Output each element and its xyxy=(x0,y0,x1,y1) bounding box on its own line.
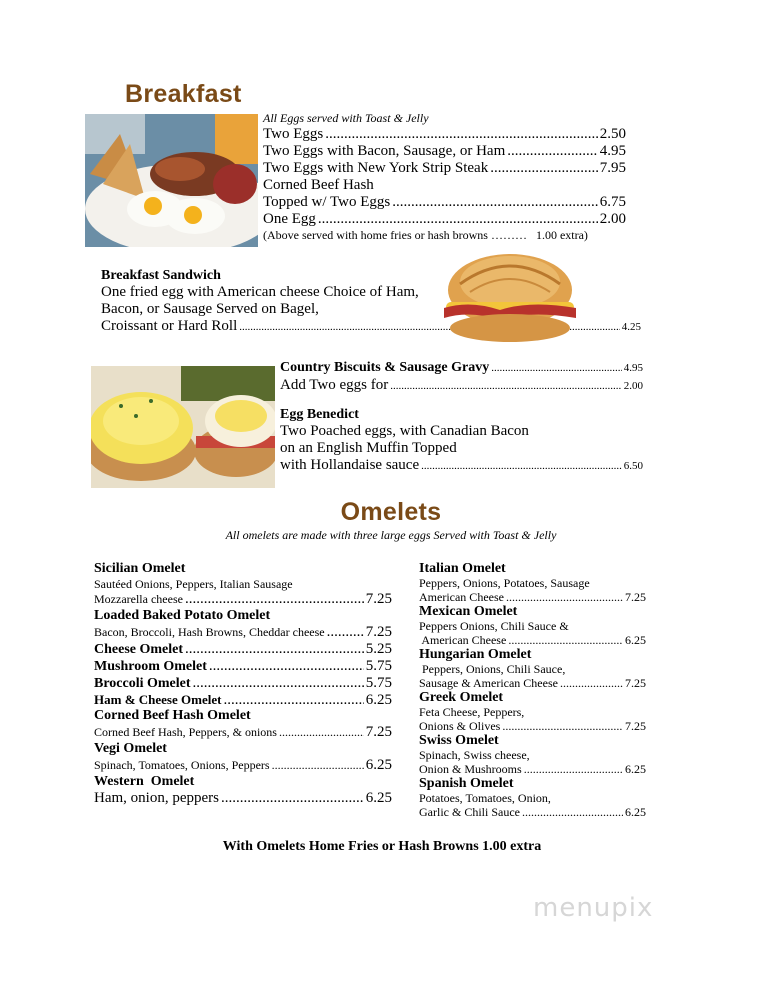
breakfast-footnote: (Above served with home fries or hash browns ……… 1.00 extra) xyxy=(263,228,588,242)
omelet-name: Swiss Omelet xyxy=(419,733,499,748)
omelet-price: 7.25 xyxy=(365,724,392,740)
omelet-price: 6.25 xyxy=(365,692,392,708)
benedict-desc-1: Two Poached eggs, with Canadian Bacon xyxy=(280,423,529,439)
benedict-desc-3: with Hollandaise sauce xyxy=(280,457,420,473)
omelet-name: Vegi Omelet xyxy=(94,741,167,756)
benedict-price: 6.50 xyxy=(623,460,643,472)
omelet-desc: Feta Cheese, Peppers, xyxy=(419,705,525,719)
omelet-price-row xyxy=(94,658,392,675)
omelet-price-row xyxy=(419,762,646,776)
sandwich-price: 4.25 xyxy=(621,321,641,333)
biscuits-title: Country Biscuits & Sausage Gravy xyxy=(280,360,490,375)
omelet-desc: Potatoes, Tomatoes, Onion, xyxy=(419,791,551,805)
item-price: 2.50 xyxy=(599,126,626,142)
eggs-image xyxy=(85,114,258,247)
sandwich-desc-1: One fried egg with American cheese Choice of Ham, xyxy=(101,284,419,300)
omelet-price-row xyxy=(94,641,392,658)
omelet-price: 6.25 xyxy=(625,805,646,819)
omelet-name: Broccoli Omelet xyxy=(94,676,191,691)
sandwich-title: Breakfast Sandwich xyxy=(101,268,221,283)
benedict-desc-2: on an English Muffin Topped xyxy=(280,440,457,456)
benedict-title: Egg Benedict xyxy=(280,407,359,422)
omelet-desc: Spinach, Tomatoes, Onions, Peppers xyxy=(94,758,270,772)
item-price: 2.00 xyxy=(599,211,626,227)
omelet-desc: Sausage & American Cheese xyxy=(419,676,558,690)
omelet-desc: Sautéed Onions, Peppers, Italian Sausage xyxy=(94,577,293,591)
item-price: 6.75 xyxy=(599,194,626,210)
omelet-price-row xyxy=(419,719,646,733)
watermark-logo: menupix xyxy=(533,893,654,923)
sandwich-desc-2: Bacon, or Sausage Served on Bagel, xyxy=(101,301,319,317)
sandwich-desc-3: Croissant or Hard Roll xyxy=(101,318,238,334)
omelet-price: 6.25 xyxy=(625,762,646,776)
omelet-price: 5.25 xyxy=(365,641,392,657)
omelet-price-row xyxy=(419,676,646,690)
item-name: Two Eggs xyxy=(263,126,324,142)
menu-item xyxy=(263,126,626,143)
omelet-desc: Peppers, Onions, Potatoes, Sausage xyxy=(419,576,590,590)
omelet-name: Sicilian Omelet xyxy=(94,561,186,576)
breakfast-title: Breakfast xyxy=(125,80,242,108)
benedict-photo xyxy=(91,366,275,488)
omelet-name: Greek Omelet xyxy=(419,690,504,705)
omelet-name: Hungarian Omelet xyxy=(419,647,532,662)
menu-item xyxy=(263,143,626,160)
omelet-price: 7.25 xyxy=(365,591,392,607)
omelet-price: 6.25 xyxy=(365,757,392,773)
omelet-name: Spanish Omelet xyxy=(419,776,514,791)
omelet-name: Corned Beef Hash Omelet xyxy=(94,708,251,723)
omelet-name: Western Omelet xyxy=(94,774,195,789)
omelet-desc: Onion & Mushrooms xyxy=(419,762,522,776)
omelet-price-row xyxy=(94,724,392,741)
biscuits-block xyxy=(280,359,643,395)
omelet-price-row xyxy=(419,805,646,819)
omelet-price-row xyxy=(94,757,392,774)
omelet-price-row xyxy=(94,692,392,708)
omelet-desc: Garlic & Chili Sauce xyxy=(419,805,520,819)
omelet-name: Mexican Omelet xyxy=(419,604,518,619)
omelets-right-column xyxy=(419,561,646,819)
omelet-price-row xyxy=(419,633,646,647)
croissant-sandwich-image xyxy=(440,248,580,348)
benedict-block xyxy=(280,406,643,475)
egg-benedict-image xyxy=(91,366,275,488)
omelet-price: 7.25 xyxy=(625,590,646,604)
breakfast-list xyxy=(263,126,626,242)
omelet-price-row xyxy=(94,790,392,807)
eggs-photo xyxy=(85,114,258,247)
croissant-photo xyxy=(440,248,580,348)
omelet-desc: American Cheese xyxy=(419,633,507,647)
omelet-price: 6.25 xyxy=(365,790,392,806)
omelet-desc: Peppers, Onions, Chili Sauce, xyxy=(419,662,566,676)
item-price: 4.95 xyxy=(599,143,626,159)
add-eggs-price: 2.00 xyxy=(623,380,643,392)
omelet-price: 7.25 xyxy=(625,676,646,690)
omelet-price-row xyxy=(419,590,646,604)
omelet-name: Ham & Cheese Omelet xyxy=(94,692,222,707)
omelet-desc: Spinach, Swiss cheese, xyxy=(419,748,530,762)
item-name: Two Eggs with Bacon, Sausage, or Ham xyxy=(263,143,506,159)
item-price: 7.95 xyxy=(599,160,626,176)
biscuits-price: 4.95 xyxy=(623,362,643,374)
omelet-price: 7.25 xyxy=(365,624,392,640)
omelet-desc: Peppers Onions, Chili Sauce & xyxy=(419,619,569,633)
omelets-title: Omelets xyxy=(340,498,442,526)
add-eggs-row xyxy=(280,377,643,395)
item-name: Corned Beef Hash xyxy=(263,177,374,193)
omelet-desc: Ham, onion, peppers xyxy=(94,790,219,806)
item-name: Topped w/ Two Eggs xyxy=(263,194,391,210)
omelet-price-row xyxy=(94,591,392,608)
omelets-left-column xyxy=(94,561,392,807)
omelet-price-row xyxy=(94,675,392,692)
breakfast-note: All Eggs served with Toast & Jelly xyxy=(263,111,429,125)
omelet-name: Loaded Baked Potato Omelet xyxy=(94,608,271,623)
omelet-price: 5.75 xyxy=(365,658,392,674)
omelet-desc: Bacon, Broccoli, Hash Browns, Cheddar cheese xyxy=(94,625,325,639)
omelets-footer: With Omelets Home Fries or Hash Browns 1.00 extra xyxy=(222,839,542,854)
omelet-name: Italian Omelet xyxy=(419,561,506,576)
item-name: One Egg xyxy=(263,211,316,227)
omelets-note: All omelets are made with three large eggs Served with Toast & Jelly xyxy=(225,528,557,542)
omelet-price: 6.25 xyxy=(625,633,646,647)
menu-item xyxy=(263,160,626,177)
omelet-name: Mushroom Omelet xyxy=(94,659,207,674)
biscuits-row xyxy=(280,359,643,377)
omelet-price: 7.25 xyxy=(625,719,646,733)
menu-item xyxy=(263,177,626,194)
menu-item xyxy=(263,211,626,228)
omelet-name: Cheese Omelet xyxy=(94,642,184,657)
omelet-price-row xyxy=(94,624,392,641)
omelet-desc: Onions & Olives xyxy=(419,719,501,733)
omelet-price: 5.75 xyxy=(365,675,392,691)
omelet-desc: Corned Beef Hash, Peppers, & onions xyxy=(94,725,277,739)
item-name: Two Eggs with New York Strip Steak xyxy=(263,160,489,176)
benedict-price-row xyxy=(280,457,643,475)
menu-item xyxy=(263,194,626,211)
omelet-desc: American Cheese xyxy=(419,590,504,604)
omelet-desc: Mozzarella cheese xyxy=(94,592,183,606)
add-eggs-label: Add Two eggs for xyxy=(280,377,389,393)
